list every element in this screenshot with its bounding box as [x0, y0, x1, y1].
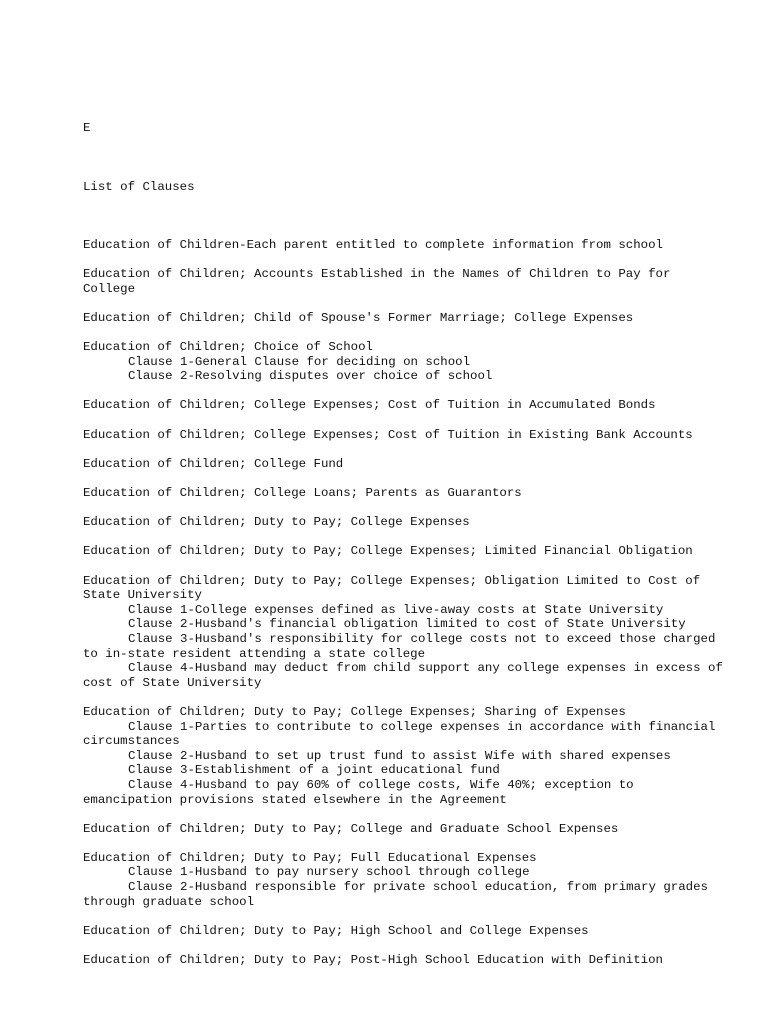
clause-heading: Education of Children; College Loans; Parents as Guarantors [83, 486, 522, 501]
clause-heading: Education of Children; Duty to Pay; College Expenses; Limited Financial Obligation [83, 544, 693, 559]
clause-heading: Education of Children; College Fund [83, 456, 344, 471]
sub-clause: Clause 1-General Clause for deciding on school [128, 354, 471, 369]
sub-clause: Clause 2-Husband to set up trust fund to assist Wife with shared expenses [128, 748, 671, 763]
clause-list [83, 237, 731, 968]
sub-clause: Clause 1-College expenses defined as live-away costs at State University [128, 602, 664, 617]
clause-heading: Education of Children-Each parent entitled to complete information from school [83, 237, 663, 252]
clause-heading: Education of Children; Duty to Pay; Post-High School Education with Definition [83, 953, 663, 968]
sub-clause: Clause 2-Husband's financial obligation limited to cost of State University [128, 617, 686, 632]
sub-clause: Clause 2-Husband responsible for private school education, from primary grades through graduate school [83, 880, 716, 909]
sub-clause: Clause 1-Parties to contribute to college expenses in accordance with financial circumstances [83, 719, 723, 749]
clause-heading: Education of Children; College Expenses; Cost of Tuition in Accumulated Bonds [83, 398, 656, 413]
sub-clause: Clause 3-Establishment of a joint educational fund [128, 763, 500, 778]
sub-clause: Clause 2-Resolving disputes over choice of school [128, 369, 493, 384]
clause-heading: Education of Children; College Expenses; Cost of Tuition in Existing Bank Accounts [83, 427, 693, 442]
section-letter: E [83, 121, 91, 136]
clause-heading: Education of Children; Choice of School [83, 340, 373, 355]
document-page [83, 92, 731, 982]
clause-heading: Education of Children; Accounts Established in the Names of Children to Pay for College [83, 267, 678, 296]
sub-clause: Clause 1-Husband to pay nursery school through college [128, 865, 530, 880]
list-title: List of Clauses [83, 179, 195, 194]
clause-heading: Education of Children; Duty to Pay; Full Educational Expenses [83, 850, 537, 865]
sub-clause: Clause 3-Husband's responsibility for college costs not to exceed those charged to in-state resident attending a state college [83, 631, 723, 661]
sub-clause: Clause 4-Husband to pay 60% of college costs, Wife 40%; exception to emancipation provisions stated elsewhere in the Agreement [83, 777, 642, 807]
clause-heading: Education of Children; Duty to Pay; High School and College Expenses [83, 923, 589, 938]
sub-clause: Clause 4-Husband may deduct from child support any college expenses in excess of cost of State University [83, 661, 731, 690]
clause-heading: Education of Children; Duty to Pay; College Expenses; Sharing of Expenses [83, 704, 626, 719]
clause-heading: Education of Children; Duty to Pay; College and Graduate School Expenses [83, 821, 619, 836]
clause-heading: Education of Children; Duty to Pay; College Expenses; Obligation Limited to Cost of State University [83, 573, 708, 603]
clause-heading: Education of Children; Duty to Pay; College Expenses [83, 515, 470, 530]
clause-heading: Education of Children; Child of Spouse's Former Marriage; College Expenses [83, 310, 634, 325]
